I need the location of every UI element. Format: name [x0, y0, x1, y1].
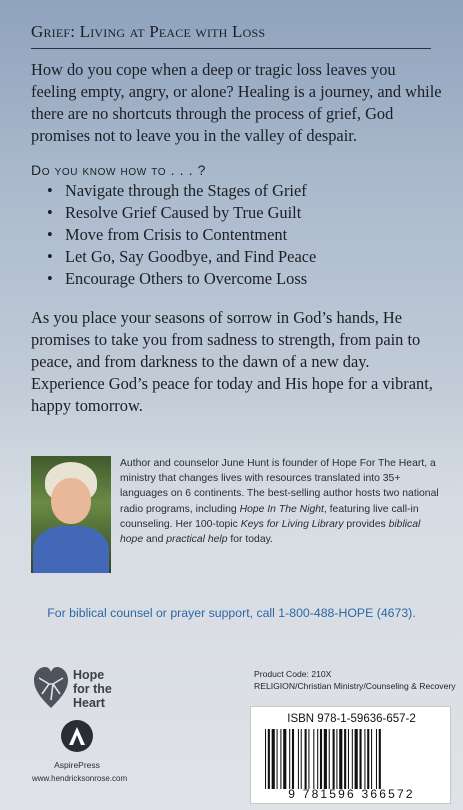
bullet-icon: •: [47, 181, 53, 200]
bullet-icon: •: [47, 225, 53, 244]
bullet-icon: •: [47, 203, 53, 222]
book-title: Grief: Living at Peace with Loss: [31, 22, 266, 41]
isbn-digits: 9 781596 366572: [288, 787, 415, 801]
author-photo: [31, 456, 111, 573]
publisher-block: [32, 719, 128, 807]
heart-icon: [33, 664, 69, 712]
list-item: • Let Go, Say Goodbye, and Find Peace: [47, 247, 317, 266]
counsel-line: For biblical counsel or prayer support, call 1-800-488-HOPE (4673).: [47, 606, 416, 620]
list-item: • Resolve Grief Caused by True Guilt: [47, 203, 302, 222]
publisher-name: AspirePress: [54, 760, 100, 770]
aspire-press-icon: [60, 719, 94, 753]
logo-wordmark: Hope for the Heart: [73, 668, 112, 710]
bullet-icon: •: [47, 269, 53, 288]
bullet-icon: •: [47, 247, 53, 266]
isbn-label: ISBN 978-1-59636-657-2: [287, 713, 416, 725]
list-heading: Do you know how to . . . ?: [31, 162, 206, 178]
product-info: [254, 668, 459, 692]
intro-paragraph: How do you cope when a deep or tragic loss leaves you feeling empty, angry, or alone? Healing is a journey, and while there are no shortcuts through the process of grief, God promises not to leave you in the valley of despair.: [31, 60, 442, 145]
barcode-panel: [250, 706, 451, 804]
author-section: [31, 456, 441, 576]
barcode-image: [265, 729, 439, 789]
description-block: [31, 22, 441, 417]
hope-for-the-heart-logo: [33, 664, 133, 716]
title-divider: [31, 48, 431, 49]
author-bio: Author and counselor June Hunt is founder of Hope For The Heart, a ministry that changes lives with resources translated into 35+ languages on 6 continents. The best-selling author hosts two national radio programs, including Hope In The Night, featuring live call-in counseling. Her 100-topic Keys for Living Library provides biblical hope and practical help for today.: [120, 458, 439, 546]
closing-paragraph: As you place your seasons of sorrow in God’s hands, He promises to take you from sadness to strength, from pain to peace, and from darkness to the dawn of a new day. Experience God’s peace for today and His hope for a vibrant, happy tomorrow.: [31, 308, 433, 415]
product-code: Product Code: 210X: [254, 669, 332, 679]
list-item: • Move from Crisis to Contentment: [47, 225, 288, 244]
list-item: • Encourage Others to Overcome Loss: [47, 269, 308, 288]
topic-list: [47, 180, 441, 290]
publisher-url[interactable]: www.hendricksonrose.com: [32, 774, 128, 783]
product-category: RELIGION/Christian Ministry/Counseling & Recovery: [254, 681, 456, 691]
list-item: • Navigate through the Stages of Grief: [47, 181, 307, 200]
